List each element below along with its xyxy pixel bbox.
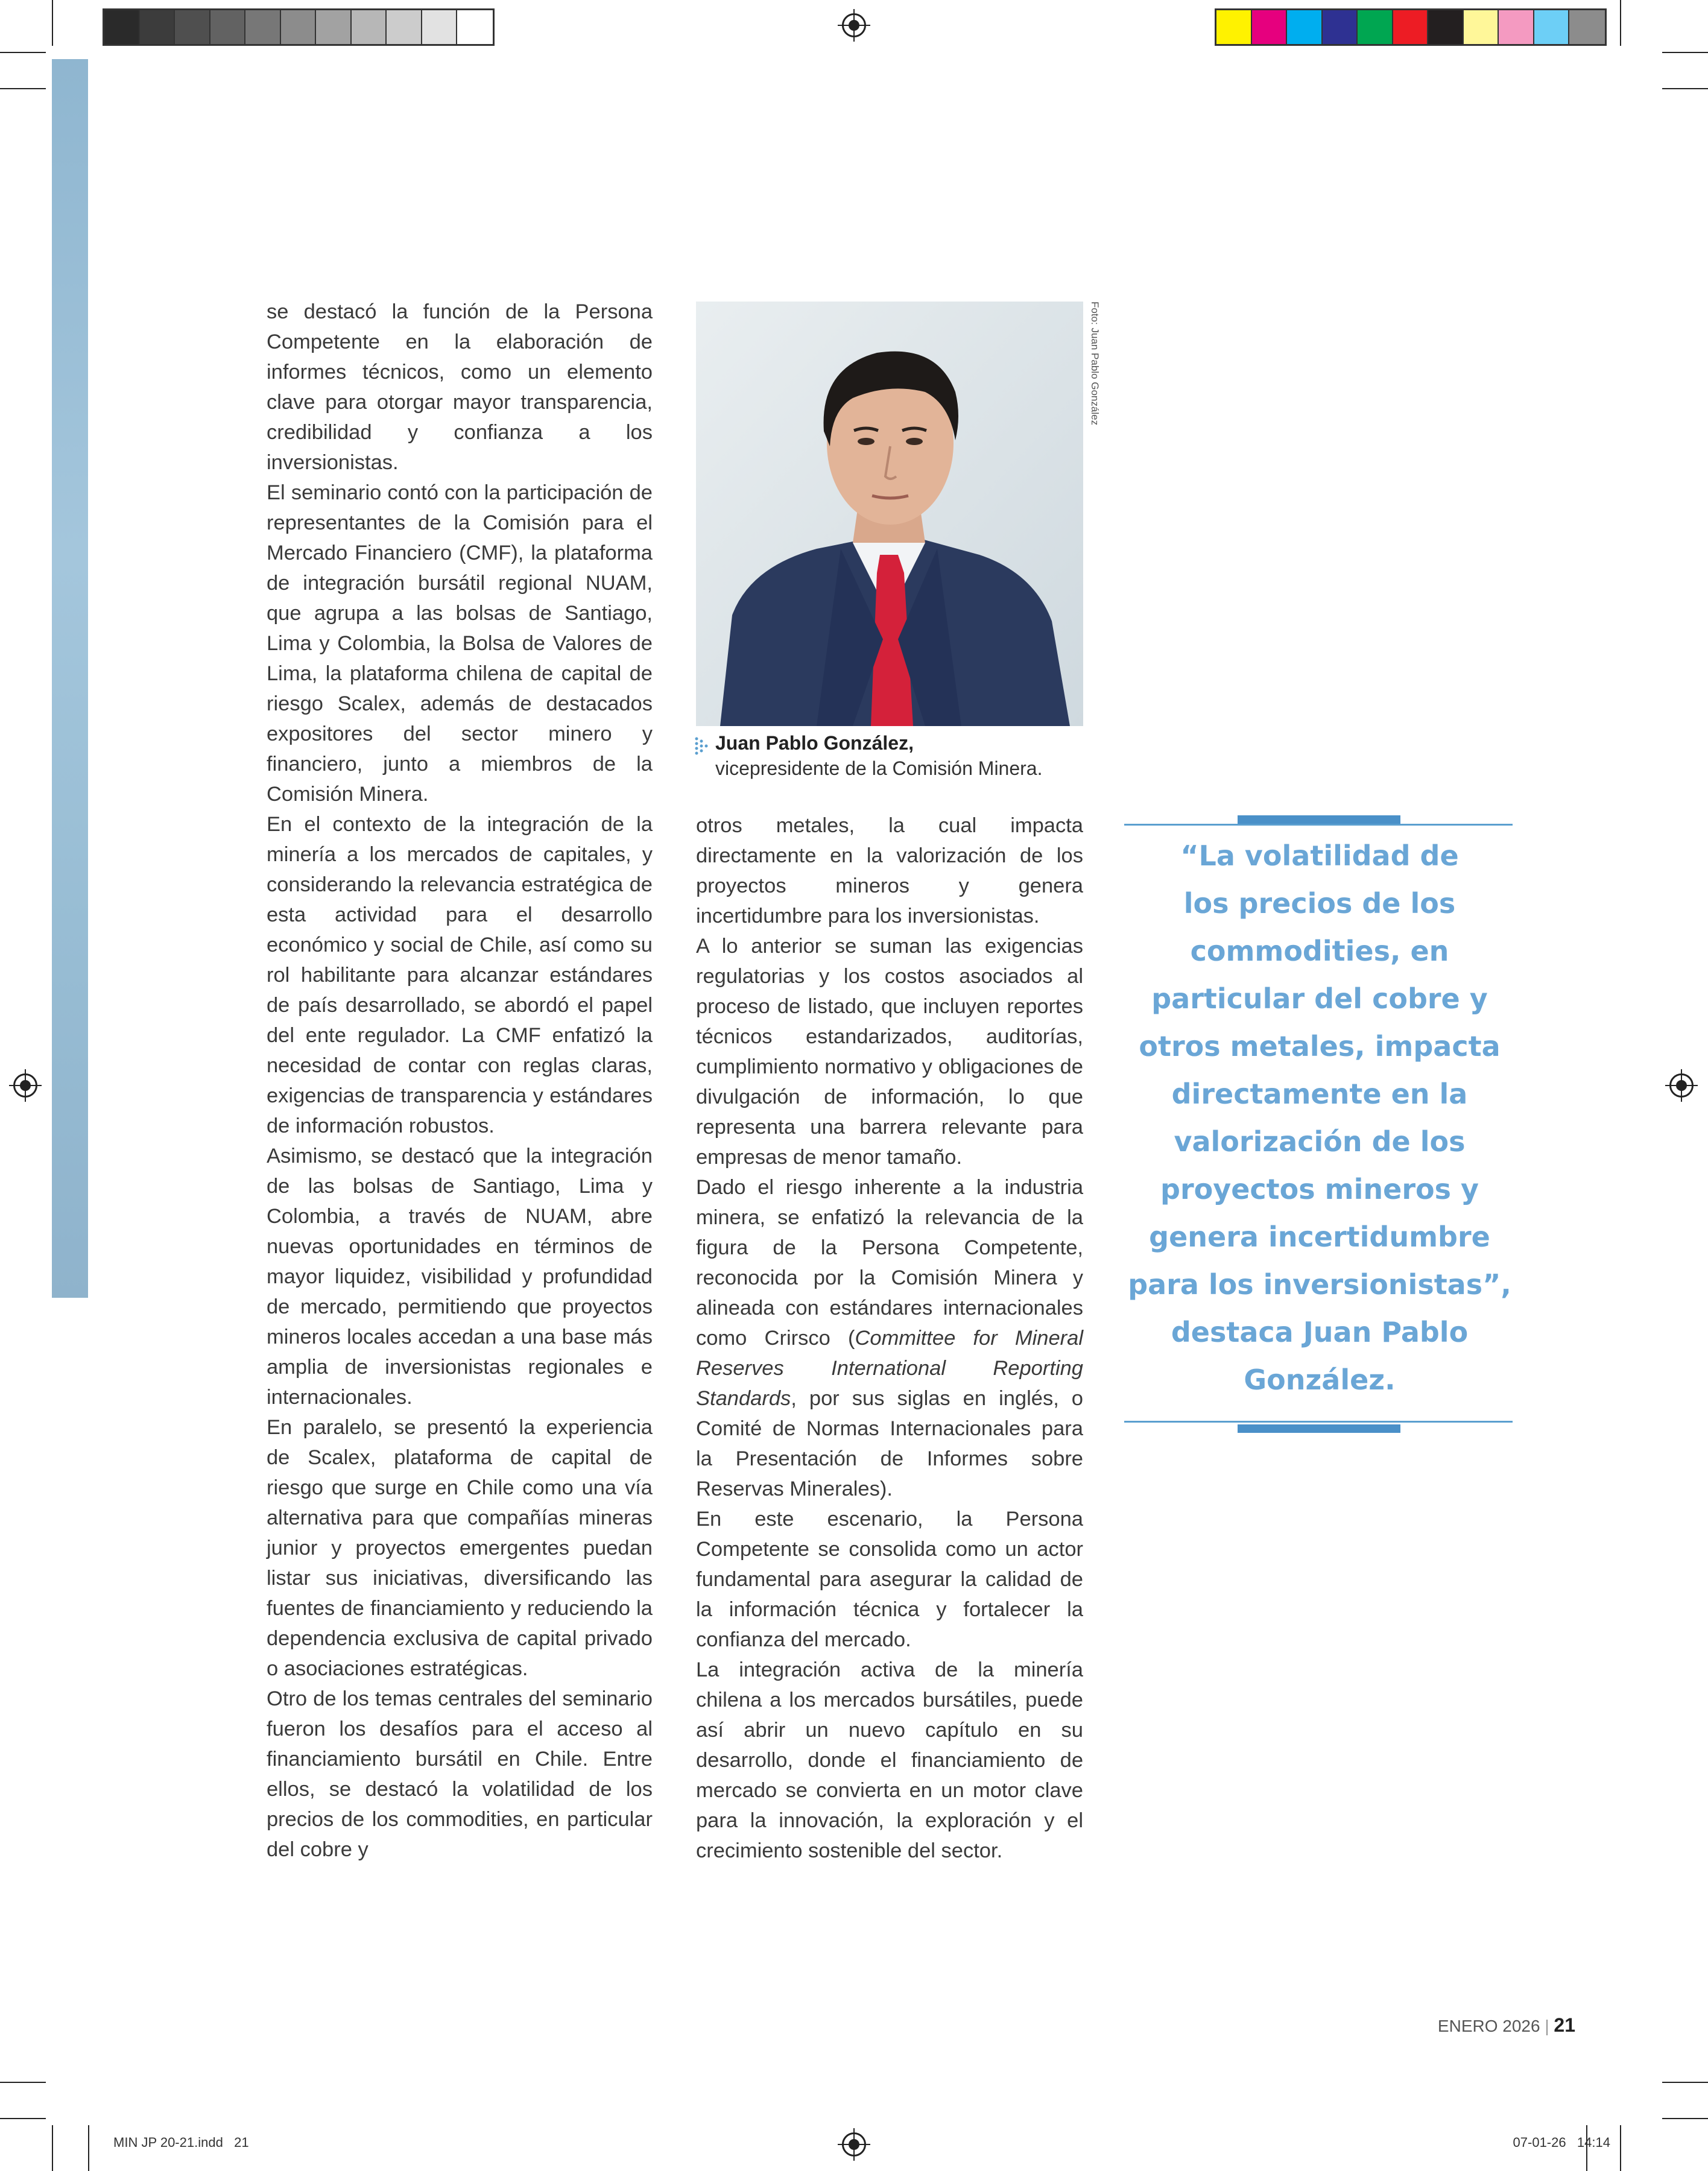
process-swatch — [1393, 10, 1429, 44]
process-swatch — [1569, 10, 1605, 44]
gray-swatch — [387, 10, 422, 44]
quote-line: los precios de los — [1183, 887, 1456, 920]
crop-mark — [0, 88, 46, 89]
crop-mark — [88, 2125, 89, 2171]
quote-bottom-rule — [1124, 1421, 1513, 1423]
registration-mark-icon — [842, 2132, 866, 2157]
registration-mark-icon — [842, 13, 866, 37]
process-swatch — [1287, 10, 1323, 44]
gray-swatch — [210, 10, 246, 44]
pull-quote — [1125, 832, 1514, 1404]
process-color-bar — [1215, 8, 1607, 46]
crop-mark — [0, 52, 46, 53]
quote-bottom-bar — [1238, 1424, 1400, 1433]
paragraph: En este escenario, la Persona Competente se consolida como un actor fundamental para asegurar la calidad de la información técnica y fortalecer la confianza del mercado. — [696, 1508, 1083, 1651]
process-swatch — [1534, 10, 1570, 44]
paragraph: se destacó la función de la Persona Competente en la elaboración de informes técnicos, como un elemento clave para otorgar mayor transparencia, credibilidad y confianza a los inversionistas. — [267, 300, 653, 474]
quote-line: “La volatilidad de — [1180, 839, 1459, 872]
process-swatch — [1464, 10, 1499, 44]
process-swatch — [1428, 10, 1464, 44]
quote-top-rule — [1124, 824, 1513, 826]
process-swatch — [1216, 10, 1252, 44]
process-swatch — [1323, 10, 1358, 44]
quote-line: otros metales, impacta — [1139, 1030, 1501, 1063]
gray-swatch — [245, 10, 281, 44]
crop-mark — [52, 0, 53, 46]
crop-mark — [1662, 88, 1708, 89]
quote-line: proyectos mineros y — [1160, 1173, 1479, 1206]
process-swatch — [1499, 10, 1534, 44]
crop-mark — [1620, 2125, 1621, 2171]
caption-role: vicepresidente de la Comisión Minera. — [715, 757, 1043, 779]
gray-swatch — [281, 10, 317, 44]
article-column-1 — [267, 297, 653, 1865]
gray-swatch — [140, 10, 176, 44]
page-number: 21 — [1554, 2014, 1575, 2036]
paragraph: En el contexto de la integración de la minería a los mercados de capitales, y considerando la relevancia estratégica de esta actividad para el desarrollo económico y social de Chile, así como su rol habilitante para alcanzar estándares de país desarrollado, se abordó el papel del ente regulador. La CMF enfatizó la necesidad de contar con reglas claras, exigencias de transparencia y estándares de información robustos. — [267, 813, 653, 1137]
paragraph: Otro de los temas centrales del seminario fueron los desafíos para el acceso al financiamiento bursátil en Chile. Entre ellos, se destacó la volatilidad de los precios de los commodities, en particular del cobre y — [267, 1687, 653, 1861]
gray-swatch — [104, 10, 140, 44]
quote-line: valorización de los — [1174, 1125, 1466, 1158]
slug-file: MIN JP 20-21.indd 21 — [113, 2135, 249, 2150]
process-swatch — [1252, 10, 1288, 44]
caption-name: Juan Pablo González, — [715, 732, 914, 754]
quote-line: genera incertidumbre — [1149, 1221, 1490, 1253]
caption-dots-icon — [695, 737, 709, 755]
gray-swatch — [175, 10, 210, 44]
crop-mark — [0, 2082, 46, 2083]
paragraph: Dado el riesgo inherente a la industria minera, se enfatizó la relevancia de la figura de la Persona Competente, reconocida por la Comisión Minera y alineada con estándares internacionales como Crirsco (Committee for Mineral Reserves International Reporting Standards, por sus siglas en inglés, o Comité de Normas Internacionales para la Presentación de Informes sobre Reservas Minerales). — [696, 1176, 1083, 1500]
paragraph: A lo anterior se suman las exigencias regulatorias y los costos asociados al proceso de listado, que incluyen reportes técnicos estandarizados, auditorías, cumplimiento normativo y obligaciones de divulgación de información, lo que representa una barrera relevante para empresas de menor tamaño. — [696, 935, 1083, 1169]
quote-line: directamente en la — [1171, 1078, 1468, 1110]
paragraph: Asimismo, se destacó que la integración de las bolsas de Santiago, Lima y Colombia, a través de NUAM, abre nuevas oportunidades en términos de mayor liquidez, visibilidad y profundidad de mercado, permitiendo que proyectos mineros locales accedan a una base más amplia de inversionistas regionales e internacionales. — [267, 1145, 653, 1409]
quote-top-bar — [1238, 815, 1400, 824]
paragraph: otros metales, la cual impacta directamente en la valorización de los proyectos mineros y genera incertidumbre para los inversionistas. — [696, 814, 1083, 927]
process-swatch — [1358, 10, 1393, 44]
gray-swatch — [352, 10, 387, 44]
gray-swatch — [316, 10, 352, 44]
paragraph: En paralelo, se presentó la experiencia de Scalex, plataforma de capital de riesgo que surge en Chile como una vía alternativa para que compañías mineras junior y proyectos emergentes puedan listar sus iniciativas, diversificando las fuentes de financiamiento y reduciendo la dependencia exclusiva de capital privado o asociaciones estratégicas. — [267, 1416, 653, 1680]
quote-line: González. — [1244, 1364, 1396, 1396]
page-folio: ENERO 2026 | 21 — [1437, 2014, 1575, 2036]
quote-line: commodities, en — [1190, 935, 1449, 967]
issue-month: ENERO 2026 — [1437, 2017, 1540, 2035]
registration-mark-icon — [13, 1073, 37, 1098]
paragraph: La integración activa de la minería chilena a los mercados bursátiles, puede así abrir un nuevo capítulo en su desarrollo, donde el financiamiento de mercado se convierta en un motor clave para la innovación, la exploración y el crecimiento sostenible del sector. — [696, 1658, 1083, 1862]
registration-mark-icon — [1669, 1073, 1694, 1098]
grayscale-color-bar — [103, 8, 495, 46]
crop-mark — [1620, 0, 1621, 46]
portrait-photo — [696, 302, 1083, 726]
crop-mark — [52, 2125, 53, 2171]
gray-swatch — [457, 10, 493, 44]
quote-line: particular del cobre y — [1151, 982, 1488, 1015]
crop-mark — [1662, 2082, 1708, 2083]
crop-mark — [1662, 52, 1708, 53]
decorative-side-band — [52, 59, 88, 1298]
article-column-2 — [696, 811, 1083, 1866]
portrait-illustration — [696, 302, 1083, 726]
crop-mark — [1662, 2118, 1708, 2119]
quote-line: destaca Juan Pablo — [1171, 1316, 1469, 1348]
crop-mark — [0, 2118, 46, 2119]
gray-swatch — [422, 10, 458, 44]
photo-credit: Foto: Juan Pablo González — [1089, 302, 1101, 426]
quote-line: para los inversionistas”, — [1128, 1268, 1511, 1301]
paragraph: El seminario contó con la participación de representantes de la Comisión para el Mercado Financiero (CMF), la plataforma de integración bursátil regional NUAM, que agrupa a las bolsas de Santiago, Lima y Colombia, la Bolsa de Valores de Lima, la plataforma chilena de capital de riesgo Scalex, además de destacados expositores del sector minero y financiero, junto a miembros de la Comisión Minera. — [267, 481, 653, 806]
slug-date: 07-01-26 14:14 — [1513, 2135, 1610, 2150]
